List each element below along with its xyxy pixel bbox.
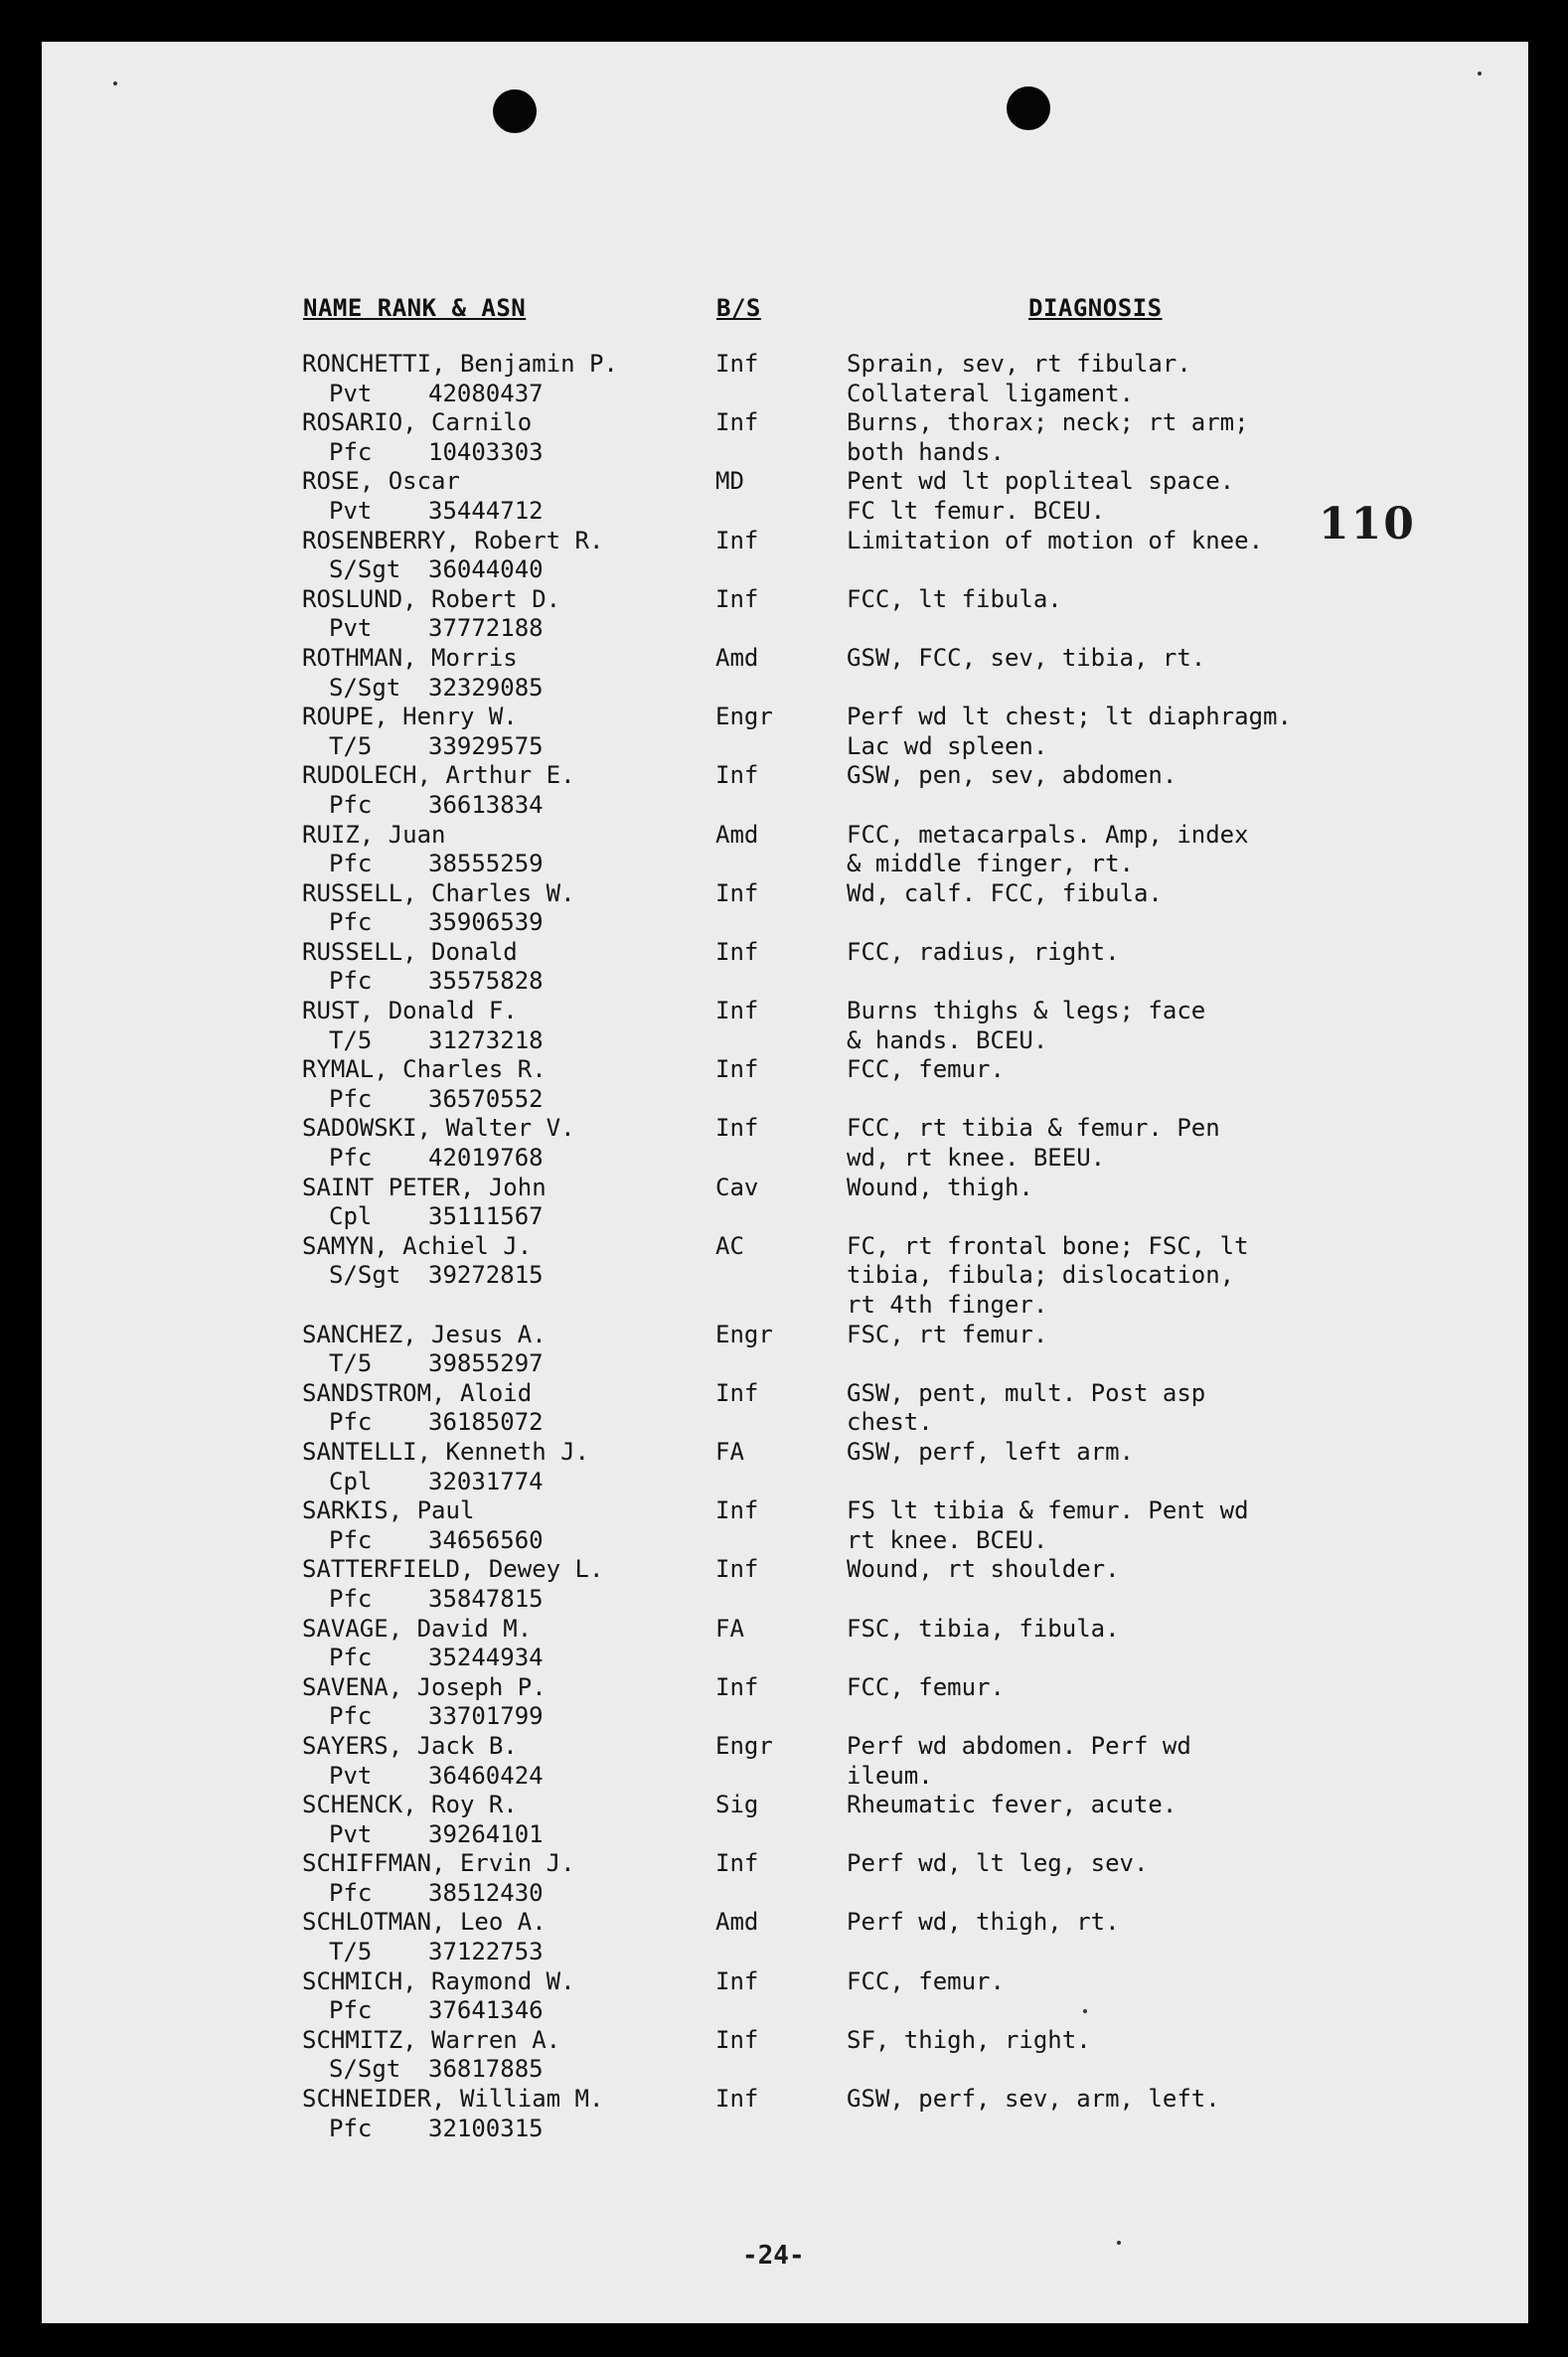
- soldier-rank: Pvt: [329, 379, 373, 407]
- diagnosis-line: FCC, femur.: [847, 1672, 1005, 1701]
- branch-of-service: Amd: [715, 643, 759, 672]
- diagnosis: [847, 1055, 1005, 1085]
- record-row: [42, 2026, 1528, 2085]
- soldier-rank: Pfc: [329, 437, 373, 466]
- diagnosis-line: wd, rt knee. BEEU.: [847, 1144, 1106, 1173]
- record-row: [42, 1174, 1528, 1232]
- diagnosis: [847, 408, 1249, 467]
- record-row: [42, 2085, 1528, 2143]
- soldier-rank: T/5: [329, 1938, 373, 1966]
- soldier-rank: Pvt: [329, 614, 373, 643]
- branch-of-service: Sig: [715, 1791, 759, 1819]
- branch-of-service: Inf: [715, 1055, 759, 1084]
- diagnosis-line: rt knee. BCEU.: [847, 1525, 1048, 1554]
- diagnosis-line: FS lt tibia & femur. Pent wd: [847, 1496, 1249, 1525]
- soldier-rank: T/5: [329, 1025, 373, 1054]
- diagnosis-line: Wound, rt shoulder.: [847, 1555, 1120, 1584]
- diagnosis-line: Pent wd lt popliteal space.: [847, 467, 1235, 496]
- branch-of-service: Inf: [715, 878, 759, 907]
- diagnosis: [847, 1908, 1120, 1938]
- soldier-name: SCHNEIDER, William M.: [302, 2085, 604, 2114]
- diagnosis-line: GSW, perf, sev, arm, left.: [847, 2085, 1220, 2114]
- record-row: [42, 1321, 1528, 1379]
- branch-of-service: Inf: [715, 1378, 759, 1407]
- column-header-name: NAME RANK & ASN: [303, 294, 527, 322]
- speck-mark: [1117, 2241, 1121, 2245]
- diagnosis: [847, 821, 1249, 879]
- soldier-name: SCHENCK, Roy R.: [302, 1791, 518, 1819]
- soldier-rank: Pfc: [329, 1084, 373, 1113]
- soldier-asn: 35575828: [428, 967, 544, 996]
- diagnosis: [847, 350, 1191, 408]
- diagnosis-line: ileum.: [847, 1761, 933, 1790]
- soldier-asn: 37641346: [428, 1996, 544, 2025]
- soldier-rank: S/Sgt: [329, 2055, 401, 2084]
- diagnosis: [847, 1791, 1176, 1820]
- branch-of-service: Inf: [715, 2085, 759, 2114]
- diagnosis-line: FCC, femur.: [847, 1966, 1005, 1995]
- soldier-name: SADOWSKI, Walter V.: [302, 1114, 575, 1143]
- record-row: [42, 1438, 1528, 1496]
- soldier-asn: 31273218: [428, 1025, 544, 1054]
- diagnosis-line: Burns thighs & legs; face: [847, 997, 1206, 1025]
- soldier-asn: 38555259: [428, 850, 544, 878]
- diagnosis-line: FCC, metacarpals. Amp, index: [847, 820, 1249, 849]
- branch-of-service: Engr: [715, 703, 773, 731]
- soldier-rank: Pvt: [329, 1819, 373, 1848]
- soldier-name: SAMYN, Achiel J.: [302, 1231, 533, 1260]
- record-row: [42, 997, 1528, 1055]
- soldier-asn: 37772188: [428, 614, 544, 643]
- soldier-rank: Pfc: [329, 1408, 373, 1437]
- record-row: [42, 1732, 1528, 1791]
- speck-mark: [1478, 72, 1482, 76]
- diagnosis: [847, 2026, 1091, 2056]
- diagnosis: [847, 1967, 1005, 1997]
- record-row: [42, 1379, 1528, 1438]
- diagnosis: [847, 467, 1234, 526]
- diagnosis-line: rt 4th finger.: [847, 1291, 1048, 1319]
- record-row: [42, 1673, 1528, 1732]
- soldier-asn: 34656560: [428, 1525, 544, 1554]
- soldier-asn: 39855297: [428, 1349, 544, 1378]
- diagnosis-line: GSW, pent, mult. Post asp: [847, 1378, 1206, 1407]
- diagnosis: [847, 527, 1263, 556]
- diagnosis-line: Perf wd, thigh, rt.: [847, 1908, 1120, 1937]
- soldier-name: SANDSTROM, Aloid: [302, 1378, 533, 1407]
- diagnosis-line: & hands. BCEU.: [847, 1025, 1048, 1054]
- soldier-asn: 36817885: [428, 2055, 544, 2084]
- record-row: [42, 1849, 1528, 1908]
- record-row: [42, 879, 1528, 938]
- soldier-name: SAYERS, Jack B.: [302, 1731, 518, 1760]
- casualty-list: [42, 350, 1528, 2143]
- diagnosis-line: SF, thigh, right.: [847, 2025, 1091, 2054]
- record-row: [42, 1114, 1528, 1173]
- branch-of-service: Amd: [715, 820, 759, 849]
- soldier-rank: T/5: [329, 1349, 373, 1378]
- diagnosis: [847, 1849, 1148, 1879]
- diagnosis-line: GSW, pen, sev, abdomen.: [847, 761, 1177, 790]
- soldier-name: RYMAL, Charles R.: [302, 1055, 547, 1084]
- soldier-asn: 42019768: [428, 1144, 544, 1173]
- diagnosis-line: Lac wd spleen.: [847, 731, 1048, 760]
- diagnosis-line: Burns, thorax; neck; rt arm;: [847, 408, 1249, 437]
- branch-of-service: Inf: [715, 1114, 759, 1143]
- diagnosis: [847, 1615, 1120, 1645]
- soldier-name: ROSENBERRY, Robert R.: [302, 526, 604, 554]
- diagnosis: [847, 644, 1205, 674]
- document-page: [42, 42, 1528, 2323]
- diagnosis-line: FCC, femur.: [847, 1055, 1005, 1084]
- soldier-name: ROSLUND, Robert D.: [302, 584, 561, 613]
- soldier-asn: 36570552: [428, 1084, 544, 1113]
- branch-of-service: Inf: [715, 584, 759, 613]
- soldier-name: RUSSELL, Charles W.: [302, 878, 575, 907]
- record-row: [42, 1055, 1528, 1114]
- record-row: [42, 1908, 1528, 1966]
- diagnosis-line: tibia, fibula; dislocation,: [847, 1261, 1235, 1290]
- branch-of-service: Inf: [715, 1672, 759, 1701]
- record-row: [42, 467, 1528, 526]
- soldier-asn: 38512430: [428, 1878, 544, 1907]
- soldier-asn: 36185072: [428, 1408, 544, 1437]
- diagnosis-line: FCC, rt tibia & femur. Pen: [847, 1114, 1220, 1143]
- branch-of-service: Inf: [715, 1966, 759, 1995]
- branch-of-service: Inf: [715, 1849, 759, 1878]
- soldier-asn: 37122753: [428, 1938, 544, 1966]
- diagnosis: [847, 997, 1205, 1055]
- branch-of-service: Amd: [715, 1908, 759, 1937]
- punch-hole-right: [1007, 86, 1050, 130]
- soldier-rank: Pfc: [329, 2114, 373, 2142]
- soldier-rank: Pfc: [329, 850, 373, 878]
- soldier-asn: 36044040: [428, 555, 544, 584]
- record-row: [42, 1791, 1528, 1849]
- record-row: [42, 1232, 1528, 1321]
- soldier-rank: Cpl: [329, 1202, 373, 1231]
- soldier-rank: Pfc: [329, 1644, 373, 1672]
- diagnosis: [847, 1438, 1134, 1468]
- diagnosis-line: chest.: [847, 1408, 933, 1437]
- record-row: [42, 408, 1528, 467]
- column-header-bs: B/S: [716, 294, 761, 322]
- diagnosis-line: Perf wd abdomen. Perf wd: [847, 1731, 1191, 1760]
- soldier-asn: 36613834: [428, 790, 544, 819]
- record-row: [42, 527, 1528, 585]
- soldier-rank: S/Sgt: [329, 555, 401, 584]
- diagnosis-line: FCC, lt fibula.: [847, 584, 1062, 613]
- soldier-asn: 35111567: [428, 1202, 544, 1231]
- soldier-rank: Pfc: [329, 908, 373, 937]
- branch-of-service: FA: [715, 1437, 744, 1466]
- soldier-name: SCHMICH, Raymond W.: [302, 1966, 575, 1995]
- diagnosis-line: & middle finger, rt.: [847, 850, 1134, 878]
- soldier-name: RONCHETTI, Benjamin P.: [302, 350, 618, 378]
- soldier-name: SCHLOTMAN, Leo A.: [302, 1908, 547, 1937]
- soldier-asn: 36460424: [428, 1761, 544, 1790]
- soldier-rank: Pfc: [329, 967, 373, 996]
- soldier-rank: Pfc: [329, 1702, 373, 1731]
- diagnosis: [847, 585, 1062, 615]
- branch-of-service: Inf: [715, 2025, 759, 2054]
- branch-of-service: Inf: [715, 526, 759, 554]
- soldier-asn: 33701799: [428, 1702, 544, 1731]
- diagnosis-line: Limitation of motion of knee.: [847, 526, 1264, 554]
- diagnosis: [847, 1555, 1120, 1585]
- diagnosis: [847, 1321, 1047, 1350]
- diagnosis: [847, 938, 1120, 968]
- diagnosis-line: Rheumatic fever, acute.: [847, 1791, 1177, 1819]
- record-row: [42, 1967, 1528, 2026]
- branch-of-service: Cav: [715, 1173, 759, 1201]
- diagnosis: [847, 1379, 1205, 1438]
- soldier-name: SATTERFIELD, Dewey L.: [302, 1555, 604, 1584]
- soldier-asn: 33929575: [428, 731, 544, 760]
- soldier-name: SCHMITZ, Warren A.: [302, 2025, 561, 2054]
- diagnosis: [847, 1732, 1191, 1791]
- diagnosis-line: both hands.: [847, 437, 1005, 466]
- soldier-name: SANTELLI, Kenneth J.: [302, 1437, 589, 1466]
- soldier-asn: 32100315: [428, 2114, 544, 2142]
- diagnosis-line: GSW, FCC, sev, tibia, rt.: [847, 643, 1206, 672]
- soldier-name: SANCHEZ, Jesus A.: [302, 1320, 547, 1348]
- soldier-rank: Cpl: [329, 1467, 373, 1495]
- soldier-name: ROSARIO, Carnilo: [302, 408, 533, 437]
- diagnosis-line: FCC, radius, right.: [847, 937, 1120, 966]
- soldier-asn: 35244934: [428, 1644, 544, 1672]
- branch-of-service: Inf: [715, 1496, 759, 1525]
- punch-hole-left: [493, 89, 537, 133]
- soldier-asn: 35444712: [428, 496, 544, 525]
- soldier-rank: S/Sgt: [329, 673, 401, 702]
- diagnosis-line: Sprain, sev, rt fibular.: [847, 350, 1191, 378]
- soldier-name: RUSSELL, Donald: [302, 937, 518, 966]
- record-row: [42, 350, 1528, 408]
- diagnosis-line: Collateral ligament.: [847, 379, 1134, 407]
- soldier-rank: Pfc: [329, 1878, 373, 1907]
- soldier-name: RUDOLECH, Arthur E.: [302, 761, 575, 790]
- soldier-rank: Pfc: [329, 1996, 373, 2025]
- soldier-rank: Pfc: [329, 1525, 373, 1554]
- soldier-asn: 42080437: [428, 379, 544, 407]
- column-header-diagnosis: DIAGNOSIS: [1028, 294, 1163, 322]
- soldier-asn: 39264101: [428, 1819, 544, 1848]
- branch-of-service: Engr: [715, 1320, 773, 1348]
- soldier-rank: T/5: [329, 731, 373, 760]
- branch-of-service: Inf: [715, 997, 759, 1025]
- soldier-name: ROUPE, Henry W.: [302, 703, 518, 731]
- diagnosis: [847, 703, 1292, 761]
- soldier-asn: 39272815: [428, 1261, 544, 1290]
- soldier-rank: Pvt: [329, 496, 373, 525]
- soldier-name: SAVAGE, David M.: [302, 1614, 533, 1643]
- diagnosis-line: FC, rt frontal bone; FSC, lt: [847, 1231, 1249, 1260]
- diagnosis: [847, 1114, 1220, 1173]
- diagnosis-line: FSC, rt femur.: [847, 1320, 1048, 1348]
- branch-of-service: FA: [715, 1614, 744, 1643]
- branch-of-service: Inf: [715, 937, 759, 966]
- soldier-asn: 35847815: [428, 1584, 544, 1613]
- diagnosis: [847, 1232, 1249, 1321]
- record-row: [42, 1615, 1528, 1673]
- stamp-number: 110: [1319, 499, 1416, 550]
- diagnosis: [847, 879, 1163, 909]
- soldier-rank: Pfc: [329, 1584, 373, 1613]
- diagnosis: [847, 2085, 1220, 2115]
- speck-mark: [113, 81, 117, 85]
- soldier-rank: Pfc: [329, 1144, 373, 1173]
- diagnosis-line: FC lt femur. BCEU.: [847, 496, 1106, 525]
- record-row: [42, 761, 1528, 820]
- soldier-name: RUST, Donald F.: [302, 997, 518, 1025]
- branch-of-service: Inf: [715, 761, 759, 790]
- soldier-asn: 10403303: [428, 437, 544, 466]
- soldier-name: SAINT PETER, John: [302, 1173, 547, 1201]
- record-row: [42, 1496, 1528, 1555]
- soldier-name: SARKIS, Paul: [302, 1496, 475, 1525]
- diagnosis: [847, 1496, 1249, 1555]
- record-row: [42, 938, 1528, 997]
- diagnosis: [847, 1673, 1005, 1703]
- soldier-rank: Pfc: [329, 790, 373, 819]
- branch-of-service: AC: [715, 1231, 744, 1260]
- diagnosis-line: Perf wd lt chest; lt diaphragm.: [847, 703, 1292, 731]
- record-row: [42, 703, 1528, 761]
- diagnosis-line: Wd, calf. FCC, fibula.: [847, 878, 1163, 907]
- branch-of-service: Inf: [715, 1555, 759, 1584]
- record-row: [42, 821, 1528, 879]
- record-row: [42, 1555, 1528, 1614]
- soldier-name: ROSE, Oscar: [302, 467, 460, 496]
- soldier-name: SAVENA, Joseph P.: [302, 1672, 547, 1701]
- soldier-rank: Pvt: [329, 1761, 373, 1790]
- record-row: [42, 585, 1528, 644]
- diagnosis: [847, 1174, 1033, 1203]
- soldier-asn: 35906539: [428, 908, 544, 937]
- soldier-name: ROTHMAN, Morris: [302, 643, 518, 672]
- branch-of-service: Inf: [715, 350, 759, 378]
- soldier-rank: S/Sgt: [329, 1261, 401, 1290]
- branch-of-service: Engr: [715, 1731, 773, 1760]
- diagnosis-line: FSC, tibia, fibula.: [847, 1614, 1120, 1643]
- soldier-name: SCHIFFMAN, Ervin J.: [302, 1849, 575, 1878]
- diagnosis-line: GSW, perf, left arm.: [847, 1437, 1134, 1466]
- soldier-asn: 32031774: [428, 1467, 544, 1495]
- soldier-name: RUIZ, Juan: [302, 820, 446, 849]
- soldier-asn: 32329085: [428, 673, 544, 702]
- branch-of-service: MD: [715, 467, 744, 496]
- page-number: -24-: [742, 2241, 805, 2271]
- diagnosis-line: Wound, thigh.: [847, 1173, 1033, 1201]
- diagnosis: [847, 761, 1176, 791]
- diagnosis-line: Perf wd, lt leg, sev.: [847, 1849, 1149, 1878]
- record-row: [42, 644, 1528, 703]
- branch-of-service: Inf: [715, 408, 759, 437]
